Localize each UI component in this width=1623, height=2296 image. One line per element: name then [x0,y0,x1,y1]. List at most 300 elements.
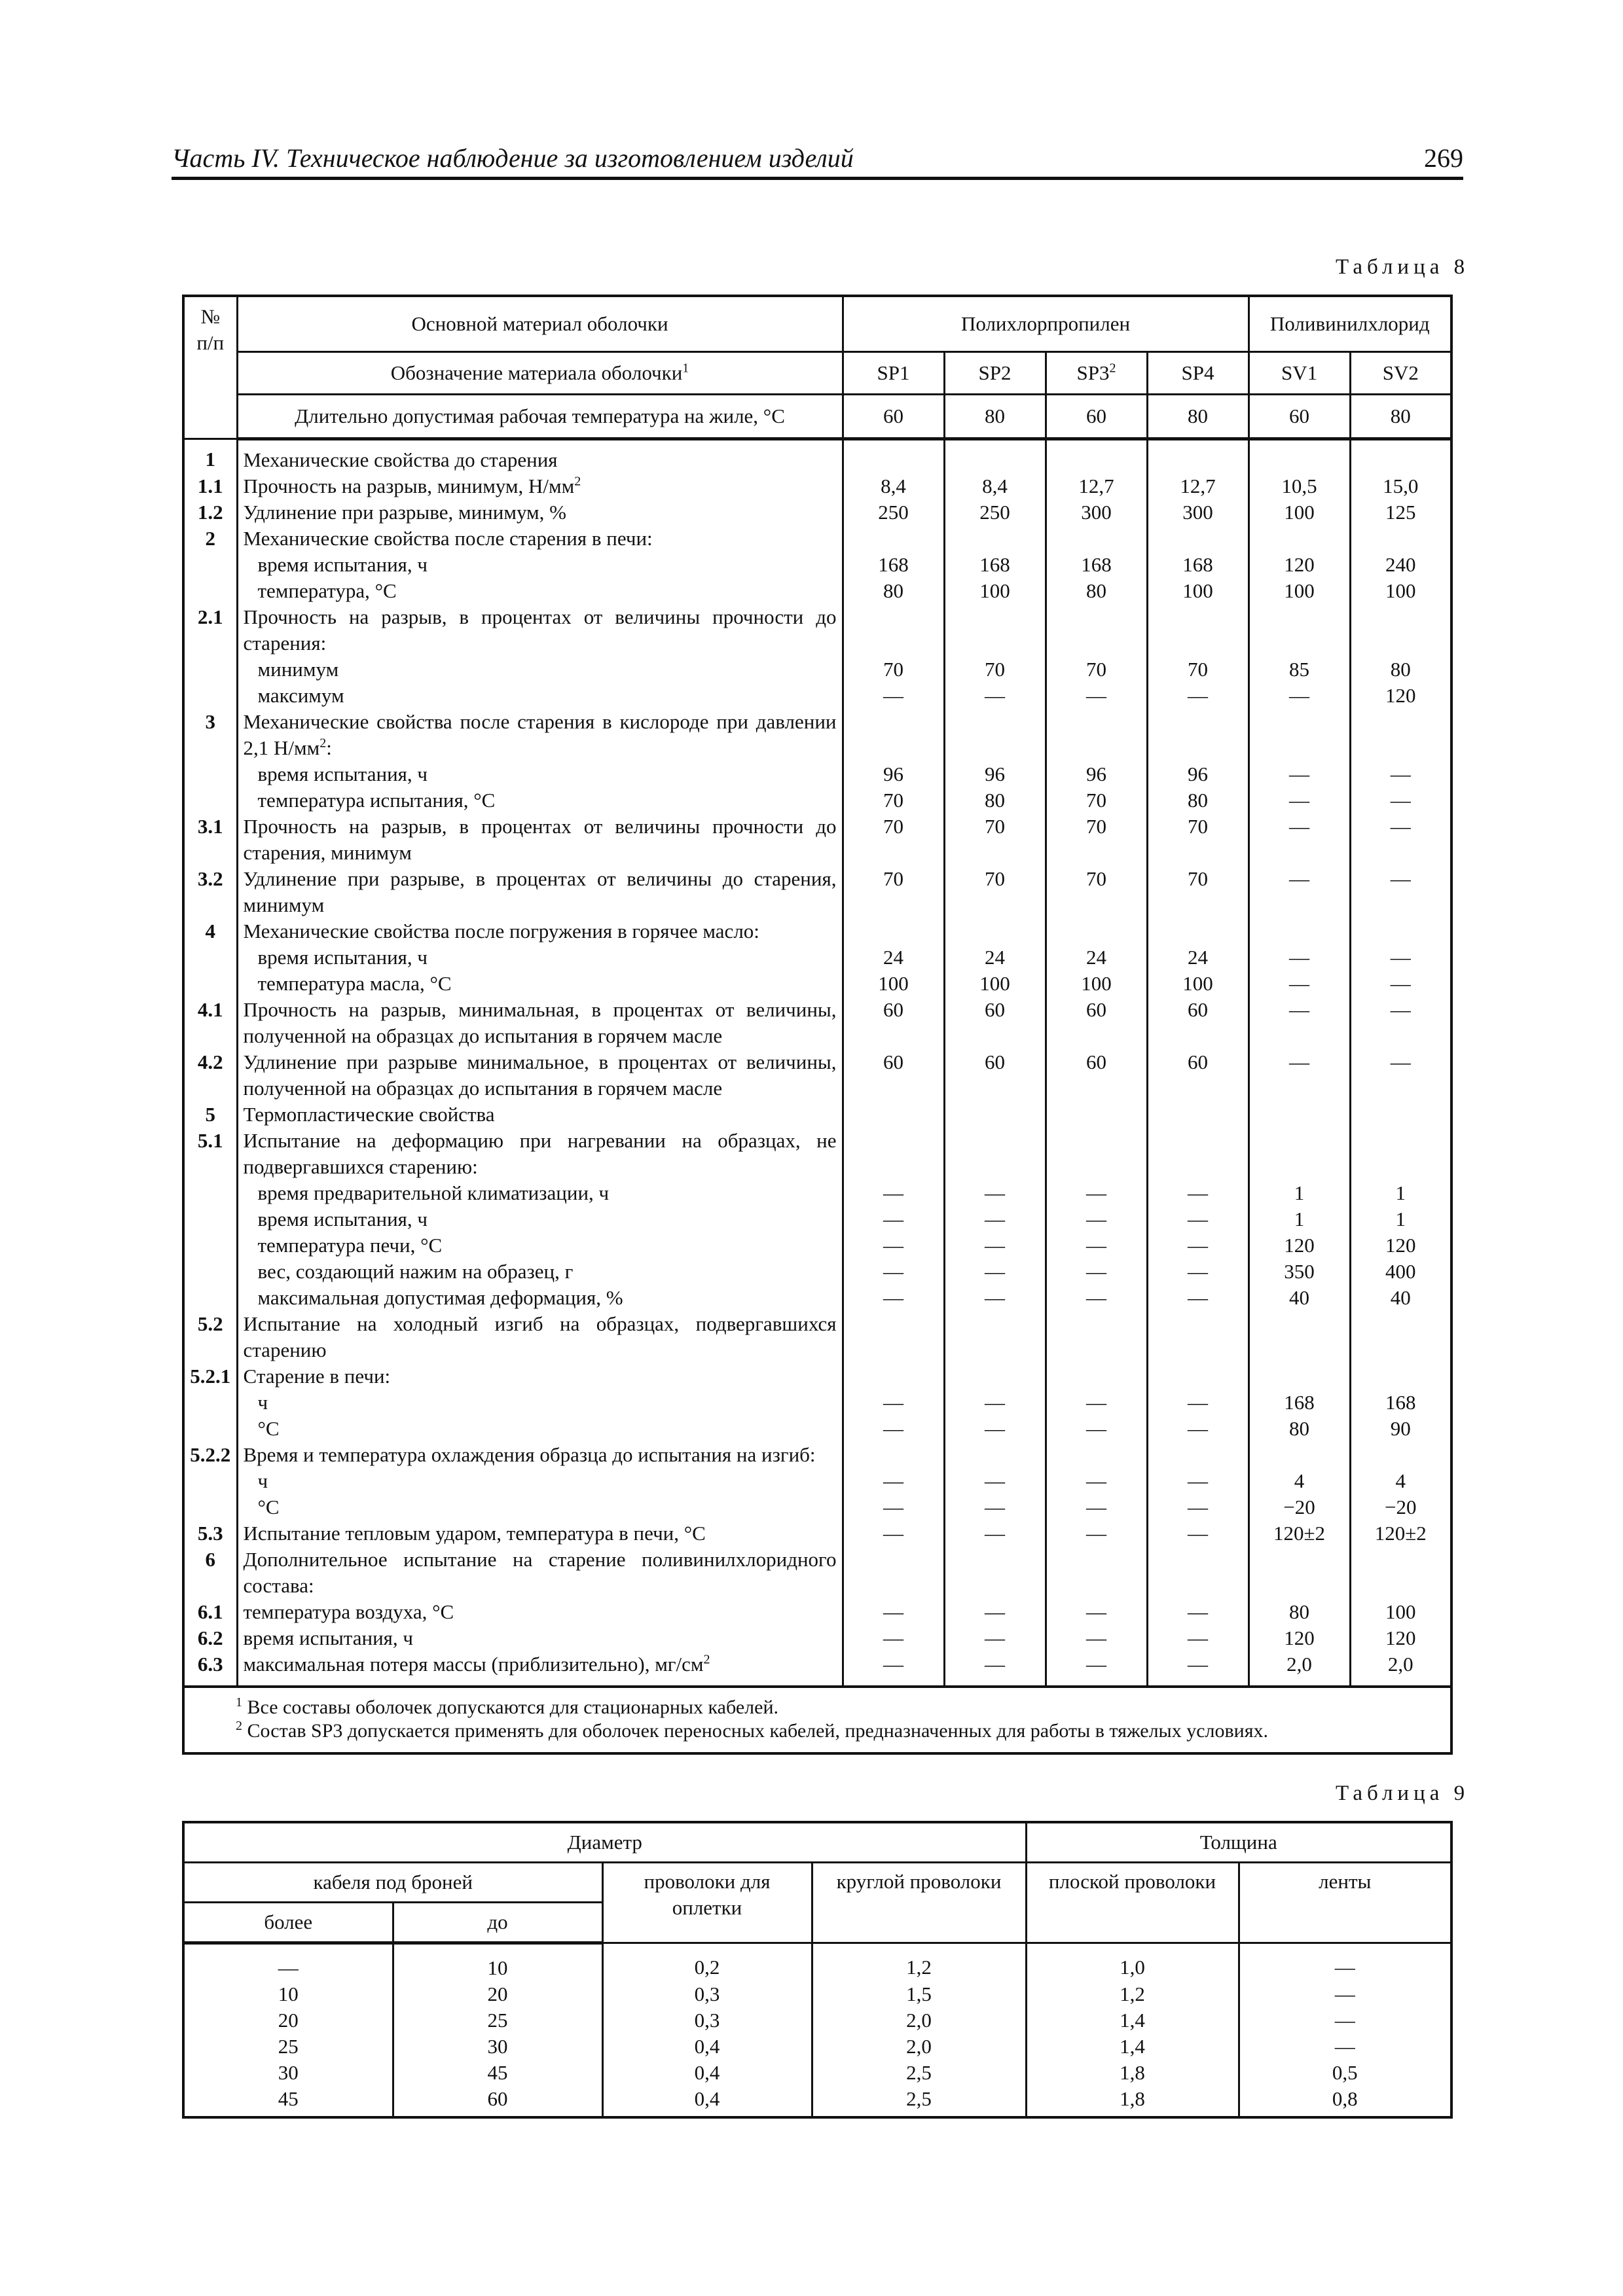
table-row [183,1128,1451,1180]
cell-value: 96 [944,761,1046,787]
cell-value: — [1046,1390,1147,1416]
cell-value [1147,439,1249,474]
cell-value [944,1128,1046,1180]
cell-value [1046,1363,1147,1390]
cell-value [1046,1102,1147,1128]
row-description: Удлинение при разрыве, в процентах от величины до старения, минимум [237,866,843,918]
cell-value [1350,1547,1451,1599]
table-row [183,526,1451,552]
cell-value: 8,4 [944,473,1046,499]
cell-value [944,1102,1046,1128]
cell-value: 70 [1046,814,1147,866]
cell-value: — [843,683,944,709]
cell-value: 70 [843,656,944,683]
cell-value: — [944,1520,1046,1547]
cell-value [1046,1311,1147,1363]
row-number [183,578,237,604]
cell-value: — [1350,866,1451,918]
cell-value: 120 [1350,1232,1451,1259]
cell-value: — [1147,1180,1249,1206]
cell-value: — [843,1180,944,1206]
cell-value: 168 [1350,1390,1451,1416]
cell-value: 120 [1350,683,1451,709]
cell-value: — [1249,944,1350,971]
cell-value: 96 [843,761,944,787]
cell-value [944,439,1046,474]
temp-value: 60 [843,395,944,439]
cell-value: 100 [1350,578,1451,604]
cell-value: 0,3 [602,1981,812,2007]
cell-value: 1 [1350,1206,1451,1232]
cell-value: — [1249,683,1350,709]
cell-value: 2,0 [812,2034,1026,2060]
cell-value: — [1046,1285,1147,1311]
cell-value: — [1350,814,1451,866]
material-sp1: SP1 [843,352,944,395]
cell-value: 120 [1249,1232,1350,1259]
cell-value: 2,0 [1249,1651,1350,1687]
cell-value: 2,0 [812,2007,1026,2034]
cell-value: — [1350,997,1451,1049]
cell-value [1046,1547,1147,1599]
cell-value: 0,4 [602,2086,812,2117]
cell-value: 0,5 [1239,2060,1451,2086]
cell-value: 60 [944,1049,1046,1102]
table-row [183,1102,1451,1128]
row-number: 6.2 [183,1625,237,1651]
cell-value: 100 [944,578,1046,604]
cell-value: — [1046,1468,1147,1494]
row-description: температура, °С [237,578,843,604]
cell-value: 60 [944,997,1046,1049]
cell-value: 1,2 [1026,1981,1239,2007]
cell-value [1249,1128,1350,1180]
cell-value: 30 [183,2060,393,2086]
row-description: минимум [237,656,843,683]
cell-value: — [944,1285,1046,1311]
cell-value: 250 [843,499,944,526]
row-number: 1 [183,439,237,474]
row-number [183,1180,237,1206]
cell-value [944,918,1046,944]
cell-value [843,1363,944,1390]
row-description: максимальная допустимая деформация, % [237,1285,843,1311]
cell-value: 70 [944,814,1046,866]
cell-value [1350,439,1451,474]
cell-value: — [843,1468,944,1494]
cell-value [1046,709,1147,761]
cell-value: 60 [1046,997,1147,1049]
cell-value: 30 [393,2034,602,2060]
cell-value [1046,604,1147,656]
cell-value [1249,1547,1350,1599]
cell-value: 4 [1249,1468,1350,1494]
table-row [183,787,1451,814]
cell-value: 15,0 [1350,473,1451,499]
cell-value: 120±2 [1249,1520,1350,1547]
row-number [183,787,237,814]
table-row [183,2060,1451,2086]
material-sv1: SV1 [1249,352,1350,395]
cell-value: 300 [1046,499,1147,526]
cell-value: 1,4 [1026,2034,1239,2060]
row-number [183,761,237,787]
row-description: вес, создающий нажим на образец, г [237,1259,843,1285]
cell-value: 70 [843,866,944,918]
cell-value [1350,526,1451,552]
row-number [183,1468,237,1494]
cell-value: — [1046,1599,1147,1625]
cell-value: — [843,1599,944,1625]
braid-header: проволоки для оплетки [602,1863,812,1943]
row-description: время испытания, ч [237,1206,843,1232]
cell-value: 120 [1249,552,1350,578]
cell-value [944,1547,1046,1599]
cell-value [1350,1363,1451,1390]
cell-value: 120±2 [1350,1520,1451,1547]
cell-value: — [1046,1180,1147,1206]
table-row [183,944,1451,971]
table-row [183,2007,1451,2034]
cell-value: 0,4 [602,2034,812,2060]
cell-value: 10 [183,1981,393,2007]
row-description: температура испытания, °С [237,787,843,814]
table-row [183,1390,1451,1416]
cell-value: 168 [1249,1390,1350,1416]
material-sp4: SP4 [1147,352,1249,395]
row-number: 3 [183,709,237,761]
cell-value: — [1147,1285,1249,1311]
cell-value: — [1046,1520,1147,1547]
temp-value: 80 [1350,395,1451,439]
row-description: Время и температура охлаждения образца до испытания на изгиб: [237,1442,843,1468]
table-row [183,2086,1451,2117]
temp-value: 80 [944,395,1046,439]
cell-value: — [1147,1651,1249,1687]
table-row [183,1651,1451,1687]
cell-value [1249,918,1350,944]
cell-value: 100 [1350,1599,1451,1625]
cell-value: 60 [393,2086,602,2117]
cell-value: — [944,1468,1046,1494]
flat-wire-header: плоской проволоки [1026,1863,1239,1943]
row-number: 3.1 [183,814,237,866]
cell-value: 80 [1046,578,1147,604]
row-number [183,1232,237,1259]
cell-value: — [1147,683,1249,709]
row-description: температура масла, °С [237,971,843,997]
row-number [183,1206,237,1232]
cell-value: 1 [1249,1180,1350,1206]
cell-value: — [1147,1390,1249,1416]
cell-value: — [944,1651,1046,1687]
row-number: 5.2.2 [183,1442,237,1468]
cell-value [1046,1128,1147,1180]
cell-value: — [1249,761,1350,787]
cell-value [1046,526,1147,552]
cell-value: 80 [843,578,944,604]
cell-value: — [1046,1206,1147,1232]
cell-value: — [944,1390,1046,1416]
cell-value: — [1350,971,1451,997]
row-description: Механические свойства до старения [237,439,843,474]
row-number [183,1494,237,1520]
table-row [183,1981,1451,2007]
table-row [183,866,1451,918]
footnote: $^1$ Все составы оболочек допускаются для стационарных кабелей. [236,1695,779,1718]
cell-value: — [1350,944,1451,971]
cell-value [843,439,944,474]
diameter-header: Диаметр [183,1822,1026,1863]
table-row [183,683,1451,709]
row-number: 2.1 [183,604,237,656]
row-description: Термопластические свойства [237,1102,843,1128]
cell-value: — [1046,1259,1147,1285]
cell-value [1046,439,1147,474]
cell-value: 24 [1147,944,1249,971]
row-description: максимум [237,683,843,709]
row-description: время испытания, ч [237,761,843,787]
cell-value: — [1350,787,1451,814]
cell-value: — [1249,997,1350,1049]
row-number: 5 [183,1102,237,1128]
cell-value: — [1147,1468,1249,1494]
cell-value: 240 [1350,552,1451,578]
row-number [183,656,237,683]
table-row [183,473,1451,499]
cell-value: 1 [1249,1206,1350,1232]
row-number: 1.2 [183,499,237,526]
cell-value: 400 [1350,1259,1451,1285]
material-sp3: $SP3^2$ [1046,352,1147,395]
row-number: 1.1 [183,473,237,499]
cell-value: — [1249,787,1350,814]
cell-value [1249,709,1350,761]
row-description: максимальная потеря массы (приблизительно), $мг/см^2$ [237,1651,843,1687]
cell-value: — [183,1943,393,1982]
table-row [183,1599,1451,1625]
cell-value [1350,1102,1451,1128]
row-description: время предварительной климатизации, ч [237,1180,843,1206]
cell-value: 70 [1147,814,1249,866]
cell-value [1147,1547,1249,1599]
row-description: Механические свойства после старения в печи: [237,526,843,552]
cell-value: 45 [183,2086,393,2117]
cell-value: — [1249,866,1350,918]
cell-value: 25 [183,2034,393,2060]
cell-value: — [1147,1520,1249,1547]
row-description: температура печи, °С [237,1232,843,1259]
cell-value: 4 [1350,1468,1451,1494]
cell-value: 100 [944,971,1046,997]
cell-value: 120 [1350,1625,1451,1651]
table8-caption: Таблица 8 [1336,255,1470,279]
cell-value [1147,1102,1249,1128]
cell-value: 100 [843,971,944,997]
cell-value [1147,604,1249,656]
table-row [183,1206,1451,1232]
cell-value [843,1128,944,1180]
table-row [183,1442,1451,1468]
row-description: Дополнительное испытание на старение поливинилхлоридного состава: [237,1547,843,1599]
cell-value: 70 [1046,866,1147,918]
group-pvc: Поливинилхлорид [1249,296,1451,352]
table-row [183,499,1451,526]
cell-value: 70 [944,656,1046,683]
cell-value: — [1046,683,1147,709]
cell-value: — [1249,814,1350,866]
table-row [183,1363,1451,1390]
cell-value [843,1442,944,1468]
cell-value: 12,7 [1046,473,1147,499]
cell-value: 100 [1147,578,1249,604]
cell-value: — [1147,1416,1249,1442]
row-number: 5.3 [183,1520,237,1547]
row-number: 6.3 [183,1651,237,1687]
table-row [183,1494,1451,1520]
cell-value: — [843,1390,944,1416]
cell-value: 100 [1147,971,1249,997]
cell-value: — [1239,2007,1451,2034]
cell-value: 1,5 [812,1981,1026,2007]
cell-value: — [944,1416,1046,1442]
upto-header: до [393,1903,602,1943]
row-description: Механические свойства после старения в кислороде при давлении 2,1 $Н/мм^2$: [237,709,843,761]
cell-value: — [843,1285,944,1311]
table-row [183,656,1451,683]
cell-value: — [1239,1943,1451,1982]
table-row [183,439,1451,474]
cell-value: 0,3 [602,2007,812,2034]
cell-value: 20 [393,1981,602,2007]
cell-value: 70 [843,814,944,866]
cell-value [944,709,1046,761]
cell-value: — [1046,1625,1147,1651]
table-row [183,1547,1451,1599]
cell-value: −20 [1350,1494,1451,1520]
cell-value: 60 [1046,1049,1147,1102]
table-row [183,1180,1451,1206]
cell-value [843,1547,944,1599]
cell-value: 10 [393,1943,602,1982]
row-description: Старение в печи: [237,1363,843,1390]
cell-value [944,604,1046,656]
cell-value: 0,2 [602,1943,812,1982]
cell-value: 24 [843,944,944,971]
table-row [183,578,1451,604]
page-header [172,143,1463,179]
cell-value: 12,7 [1147,473,1249,499]
cell-value [944,1363,1046,1390]
cell-value: 2,5 [812,2060,1026,2086]
row-description: Удлинение при разрыве, минимум, % [237,499,843,526]
table-row [183,1311,1451,1363]
row-description: время испытания, ч [237,944,843,971]
cell-value: 168 [1046,552,1147,578]
footnotes [183,1687,1451,1753]
cell-value [1249,526,1350,552]
cell-value: 80 [944,787,1046,814]
cell-value [1147,1363,1249,1390]
cell-value: 24 [944,944,1046,971]
cell-value: 10,5 [1249,473,1350,499]
cell-value: — [843,1206,944,1232]
table8 [182,295,1453,1755]
cell-value: 250 [944,499,1046,526]
row-description: Прочность на разрыв, минимум, $Н/мм^2$ [237,473,843,499]
cell-value: 70 [1147,866,1249,918]
cell-value [1147,526,1249,552]
row-description: °С [237,1416,843,1442]
temp-value: 60 [1046,395,1147,439]
table-row [183,1520,1451,1547]
material-sp2: SP2 [944,352,1046,395]
table9-caption: Таблица 9 [1336,1782,1470,1805]
cell-value: 1,8 [1026,2060,1239,2086]
row-description: °С [237,1494,843,1520]
cell-value: — [1046,1232,1147,1259]
row-number: 6 [183,1547,237,1599]
cell-value [944,1311,1046,1363]
table-row [183,1943,1451,1982]
cell-value: — [1046,1494,1147,1520]
cell-value: 350 [1249,1259,1350,1285]
cell-value: 70 [843,787,944,814]
material-sv2: SV2 [1350,352,1451,395]
cell-value [1147,1128,1249,1180]
designation-header: Обозначение материала оболочки$^1$ [237,352,843,395]
cell-value: — [944,1625,1046,1651]
cable-header: кабеля под броней [183,1863,602,1903]
cell-value [944,1442,1046,1468]
row-description: Испытание тепловым ударом, температура в печи, °С [237,1520,843,1547]
footnote: $^2$ Состав SP3 допускается применять для оболочек переносных кабелей, предназначенных для работы в тяжелых условиях. [236,1719,1269,1742]
cell-value: 25 [393,2007,602,2034]
running-title: Часть IV. Техническое наблюдение за изготовлением изделий [172,143,854,173]
cell-value: — [843,1494,944,1520]
row-description: время испытания, ч [237,1625,843,1651]
row-number: 6.1 [183,1599,237,1625]
cell-value [944,526,1046,552]
cell-value [1249,1102,1350,1128]
cell-value: 100 [1046,971,1147,997]
row-number [183,944,237,971]
more-header: более [183,1903,393,1943]
cell-value: 90 [1350,1416,1451,1442]
row-description: Удлинение при разрыве минимальное, в процентах от величины, полученной на образцах до испытания в горячем масле [237,1049,843,1102]
row-number: 5.2 [183,1311,237,1363]
cell-value: 60 [843,1049,944,1102]
row-description: Испытание на деформацию при нагревании на образцах, не подвергавшихся старению: [237,1128,843,1180]
row-number [183,1390,237,1416]
cell-value: — [1147,1259,1249,1285]
table-row [183,997,1451,1049]
cell-value [843,709,944,761]
page-number: 269 [1424,143,1463,173]
cell-value: — [1147,1625,1249,1651]
cell-value: 1 [1350,1180,1451,1206]
cell-value: — [1249,1049,1350,1102]
row-number: 5.2.1 [183,1363,237,1390]
cell-value: — [1239,2034,1451,2060]
cell-value [1147,918,1249,944]
cell-value: — [944,1494,1046,1520]
cell-value: 80 [1249,1599,1350,1625]
cell-value: 60 [1147,997,1249,1049]
cell-value: 168 [1147,552,1249,578]
row-number [183,683,237,709]
table-row [183,918,1451,944]
